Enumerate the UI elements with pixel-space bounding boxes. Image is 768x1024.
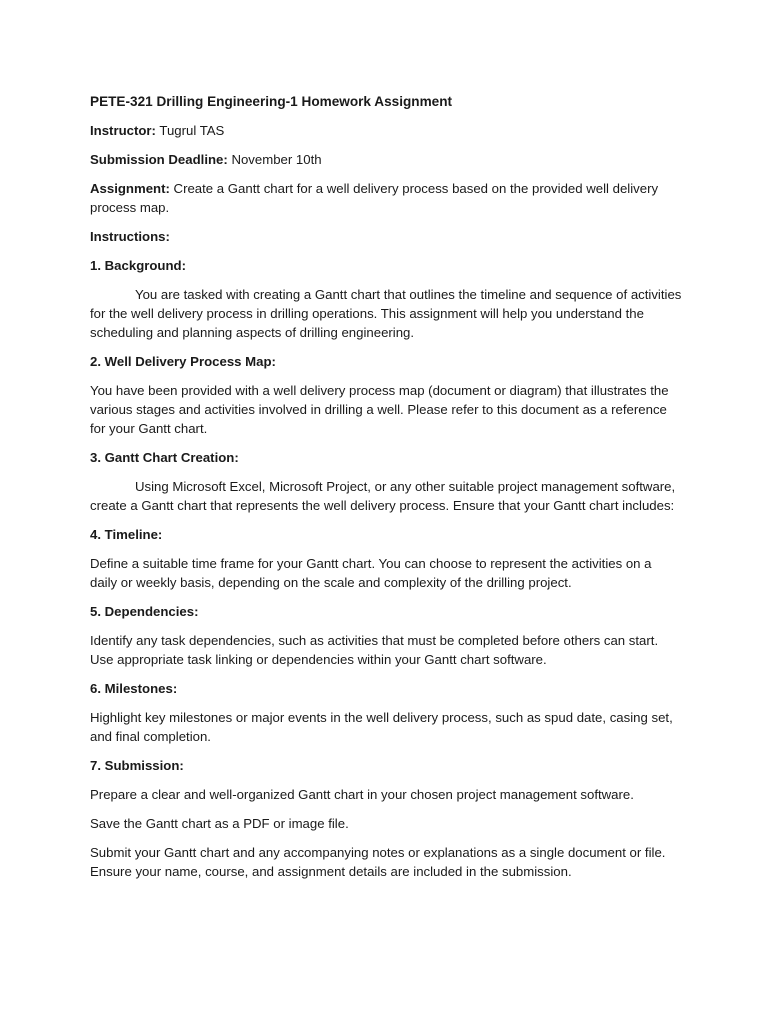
section-paragraph-submission-3: Submit your Gantt chart and any accompanying notes or explanations as a single document or file. Ensure your name, course, and assignment details are included in the submission. <box>90 845 666 879</box>
section-paragraph-background: You are tasked with creating a Gantt chart that outlines the timeline and sequence of activities for the well delivery process in drilling operations. This assignment will help you understand the scheduling and planning aspects of drilling engineering. <box>90 287 682 340</box>
assignment-value: Create a Gantt chart for a well delivery process based on the provided well delivery process map. <box>90 181 659 215</box>
instructor-line <box>90 121 682 140</box>
assignment-line <box>90 179 682 217</box>
section-heading-background: 1. Background: <box>90 258 186 273</box>
section-heading-timeline: 4. Timeline: <box>90 527 163 542</box>
section-paragraph-submission-2: Save the Gantt chart as a PDF or image file. <box>90 816 349 831</box>
section-paragraph-milestones: Highlight key milestones or major events in the well delivery process, such as spud date, casing set, and final completion. <box>90 710 673 744</box>
section-paragraph-process-map: You have been provided with a well delivery process map (document or diagram) that illustrates the various stages and activities involved in drilling a well. Please refer to this document as a reference for your Gantt chart. <box>90 383 669 436</box>
instructions-heading: Instructions: <box>90 229 170 244</box>
section-paragraph-dependencies: Identify any task dependencies, such as activities that must be completed before others can start. Use appropriate task linking or dependencies within your Gantt chart software. <box>90 633 659 667</box>
section-heading-milestones: 6. Milestones: <box>90 681 178 696</box>
deadline-line <box>90 150 682 169</box>
deadline-label: Submission Deadline: <box>90 152 228 167</box>
assignment-label: Assignment: <box>90 181 170 196</box>
section-paragraph-submission-1: Prepare a clear and well-organized Gantt chart in your chosen project management software. <box>90 787 634 802</box>
section-heading-gantt-creation: 3. Gantt Chart Creation: <box>90 450 239 465</box>
deadline-value: November 10th <box>231 152 322 167</box>
document-body <box>90 92 682 891</box>
document-title: PETE-321 Drilling Engineering-1 Homework Assignment <box>90 94 453 109</box>
section-paragraph-gantt-creation: Using Microsoft Excel, Microsoft Project, or any other suitable project management software, create a Gantt chart that represents the well delivery process. Ensure that your Gantt chart includes: <box>90 479 676 513</box>
section-heading-process-map: 2. Well Delivery Process Map: <box>90 354 276 369</box>
instructor-label: Instructor: <box>90 123 156 138</box>
section-heading-submission: 7. Submission: <box>90 758 184 773</box>
section-paragraph-timeline: Define a suitable time frame for your Gantt chart. You can choose to represent the activities on a daily or weekly basis, depending on the scale and complexity of the drilling project. <box>90 556 652 590</box>
instructor-value: Tugrul TAS <box>159 123 225 138</box>
section-heading-dependencies: 5. Dependencies: <box>90 604 199 619</box>
